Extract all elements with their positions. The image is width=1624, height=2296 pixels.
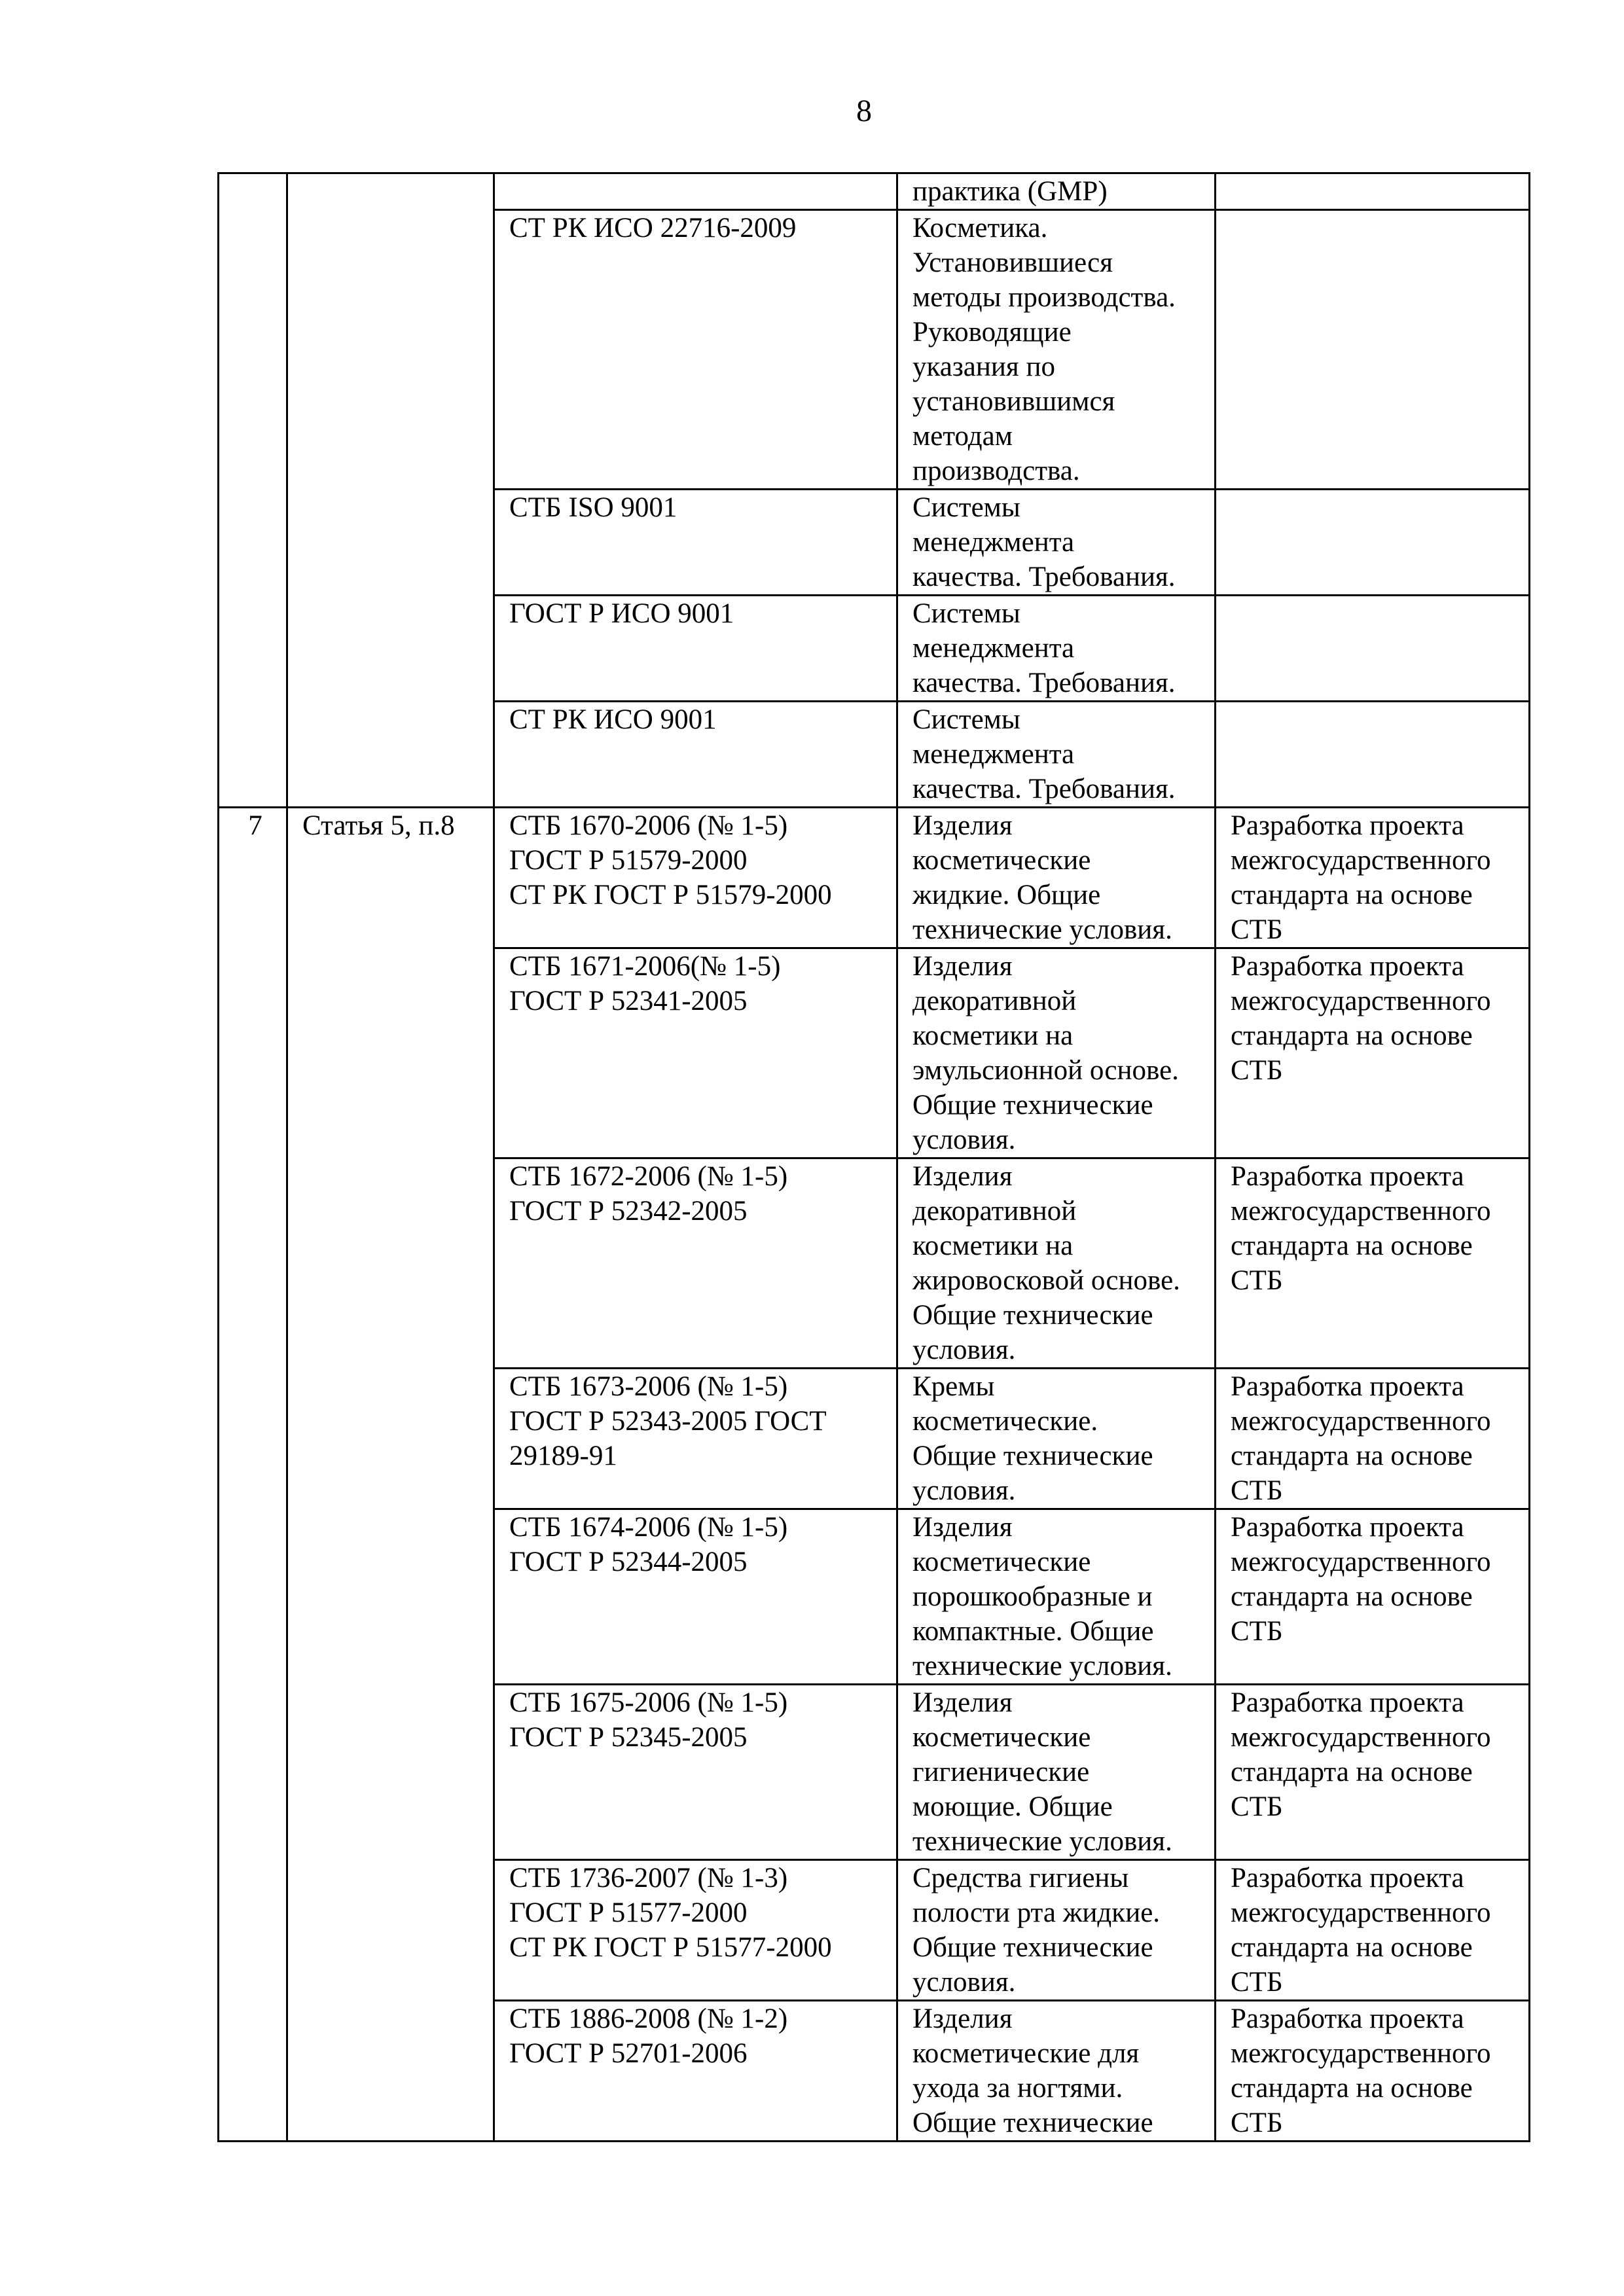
title-line: Общие технические <box>912 1441 1153 1471</box>
title-line: косметические <box>912 1547 1091 1577</box>
standard-cell <box>494 210 897 490</box>
standard-cell <box>494 1158 897 1369</box>
standard-line: СТБ 1736-2007 (№ 1-3) <box>509 1863 788 1893</box>
title-line: Общие технические <box>912 1300 1153 1331</box>
note-cell <box>1216 210 1530 490</box>
note-line: Разработка проекта <box>1231 810 1464 841</box>
title-line: качества. Требования. <box>912 774 1176 804</box>
title-line: декоративной <box>912 1196 1077 1227</box>
standard-line: СТБ 1672-2006 (№ 1-5) <box>509 1161 788 1192</box>
title-line: методы производства. <box>912 282 1176 313</box>
title-cell <box>897 1369 1216 1509</box>
note-line: стандарта на основе <box>1231 1441 1473 1471</box>
standard-line: ГОСТ Р 51579-2000 <box>509 845 748 876</box>
title-line: Средства гигиены <box>912 1863 1129 1893</box>
title-line: условия. <box>912 1335 1016 1365</box>
title-line: декоративной <box>912 986 1077 1016</box>
title-line: менеджмента <box>912 633 1075 664</box>
title-cell <box>897 490 1216 596</box>
title-line: моющие. Общие <box>912 1791 1113 1822</box>
note-line: межгосударственного <box>1231 1897 1491 1928</box>
note-cell <box>1216 1369 1530 1509</box>
note-cell <box>1216 1860 1530 2001</box>
title-line: косметические для <box>912 2038 1140 2069</box>
standard-line: ГОСТ Р 52341-2005 <box>509 986 748 1016</box>
standard-cell <box>494 1369 897 1509</box>
note-line: Разработка проекта <box>1231 951 1464 982</box>
note-line: межгосударственного <box>1231 1196 1491 1227</box>
note-cell <box>1216 1509 1530 1685</box>
note-line: Разработка проекта <box>1231 1161 1464 1192</box>
title-cell <box>897 948 1216 1158</box>
title-line: компактные. Общие <box>912 1616 1154 1647</box>
note-cell <box>1216 1158 1530 1369</box>
note-line: СТБ <box>1231 2108 1283 2138</box>
note-line: межгосударственного <box>1231 1406 1491 1437</box>
title-line: гигиенические <box>912 1757 1090 1787</box>
title-line: Изделия <box>912 1687 1013 1718</box>
standard-cell <box>494 948 897 1158</box>
note-line: стандарта на основе <box>1231 1757 1473 1787</box>
title-line: установившимся <box>912 386 1115 417</box>
title-line: косметические. <box>912 1406 1098 1437</box>
standard-line: СТ РК ГОСТ Р 51577-2000 <box>509 1932 832 1963</box>
standard-cell <box>494 596 897 702</box>
title-cell <box>897 1158 1216 1369</box>
title-line: Системы <box>912 598 1020 629</box>
title-line: Кремы <box>912 1371 995 1402</box>
standard-line: ГОСТ Р 52344-2005 <box>509 1547 748 1577</box>
note-cell <box>1216 1685 1530 1860</box>
standard-cell <box>494 1509 897 1685</box>
note-line: СТБ <box>1231 1055 1283 1086</box>
title-line: менеджмента <box>912 527 1075 558</box>
standard-line: СТБ 1671-2006(№ 1-5) <box>509 951 781 982</box>
title-line: полости рта жидкие. <box>912 1897 1161 1928</box>
title-line: Изделия <box>912 951 1013 982</box>
title-line: Изделия <box>912 1512 1013 1543</box>
standard-line: ГОСТ Р ИСО 9001 <box>509 598 734 629</box>
title-line: жидкие. Общие <box>912 880 1101 910</box>
title-cell <box>897 1685 1216 1860</box>
title-line: качества. Требования. <box>912 668 1176 698</box>
article-cell <box>287 808 494 2142</box>
note-line: СТБ <box>1231 1475 1283 1506</box>
note-line: межгосударственного <box>1231 1722 1491 1753</box>
note-line: межгосударственного <box>1231 986 1491 1016</box>
title-cell <box>897 702 1216 808</box>
note-line: СТБ <box>1231 1265 1283 1296</box>
title-cell <box>897 210 1216 490</box>
note-line: стандарта на основе <box>1231 880 1473 910</box>
article-cell <box>287 173 494 808</box>
title-line: практика (GMP) <box>912 176 1108 207</box>
note-line: стандарта на основе <box>1231 1230 1473 1261</box>
note-line: стандарта на основе <box>1231 1020 1473 1051</box>
note-line: СТБ <box>1231 914 1283 945</box>
standard-cell <box>494 702 897 808</box>
title-line: качества. Требования. <box>912 562 1176 592</box>
standard-line: СТБ 1674-2006 (№ 1-5) <box>509 1512 788 1543</box>
title-line: Общие технические <box>912 2108 1153 2138</box>
note-cell <box>1216 948 1530 1158</box>
table-row <box>219 173 1530 210</box>
standard-line: СТ РК ИСО 22716-2009 <box>509 213 797 243</box>
title-line: косметические <box>912 845 1091 876</box>
title-line: косметики на <box>912 1230 1074 1261</box>
page-number: 8 <box>856 94 872 128</box>
table-body <box>219 173 1530 2142</box>
title-line: Косметика. <box>912 213 1048 243</box>
title-line: условия. <box>912 1475 1016 1506</box>
note-line: стандарта на основе <box>1231 2073 1473 2104</box>
title-line: Установившиеся <box>912 247 1113 278</box>
standard-line: СТБ 1670-2006 (№ 1-5) <box>509 810 788 841</box>
standard-line: СТБ 1886-2008 (№ 1-2) <box>509 2003 788 2034</box>
note-line: стандарта на основе <box>1231 1581 1473 1612</box>
standard-cell <box>494 490 897 596</box>
title-line: Системы <box>912 704 1020 735</box>
standard-line: ГОСТ Р 52701-2006 <box>509 2038 748 2069</box>
note-line: межгосударственного <box>1231 1547 1491 1577</box>
standard-cell <box>494 1860 897 2001</box>
article-ref: Статья 5, п.8 <box>302 810 455 841</box>
title-line: порошкообразные и <box>912 1581 1153 1612</box>
standard-cell <box>494 2001 897 2142</box>
title-line: условия. <box>912 1967 1016 1998</box>
row-number-cell <box>219 173 287 808</box>
title-cell <box>897 1509 1216 1685</box>
title-line: Общие технические <box>912 1090 1153 1121</box>
title-line: Общие технические <box>912 1932 1153 1963</box>
title-line: косметики на <box>912 1020 1074 1051</box>
title-cell <box>897 808 1216 948</box>
note-line: СТБ <box>1231 1791 1283 1822</box>
standard-line: ГОСТ Р 51577-2000 <box>509 1897 748 1928</box>
title-line: технические условия. <box>912 1651 1172 1681</box>
title-line: ухода за ногтями. <box>912 2073 1123 2104</box>
note-cell <box>1216 808 1530 948</box>
note-cell <box>1216 702 1530 808</box>
standard-line: ГОСТ Р 52343-2005 ГОСТ <box>509 1406 827 1437</box>
standard-line: СТБ ISO 9001 <box>509 492 677 523</box>
standard-line: СТБ 1675-2006 (№ 1-5) <box>509 1687 788 1718</box>
title-line: жировосковой основе. <box>912 1265 1180 1296</box>
note-cell <box>1216 173 1530 210</box>
note-line: межгосударственного <box>1231 2038 1491 2069</box>
standard-line: 29189-91 <box>509 1441 617 1471</box>
title-line: технические условия. <box>912 1826 1172 1857</box>
title-cell <box>897 1860 1216 2001</box>
title-line: менеджмента <box>912 739 1075 770</box>
standard-line: СТ РК ГОСТ Р 51579-2000 <box>509 880 832 910</box>
title-line: эмульсионной основе. <box>912 1055 1179 1086</box>
title-line: условия. <box>912 1124 1016 1155</box>
row-number-cell <box>219 808 287 2142</box>
table-row <box>219 808 1530 948</box>
note-line: СТБ <box>1231 1967 1283 1998</box>
title-line: Изделия <box>912 810 1013 841</box>
standard-cell <box>494 808 897 948</box>
row-number: 7 <box>248 810 262 841</box>
note-line: стандарта на основе <box>1231 1932 1473 1963</box>
note-line: Разработка проекта <box>1231 1687 1464 1718</box>
title-line: производства. <box>912 456 1080 486</box>
title-line: указания по <box>912 351 1055 382</box>
title-line: методам <box>912 421 1013 452</box>
note-line: СТБ <box>1231 1616 1283 1647</box>
note-line: Разработка проекта <box>1231 2003 1464 2034</box>
standard-line: СТ РК ИСО 9001 <box>509 704 717 735</box>
note-cell <box>1216 596 1530 702</box>
standard-line: ГОСТ Р 52345-2005 <box>509 1722 748 1753</box>
note-line: Разработка проекта <box>1231 1863 1464 1893</box>
title-line: Изделия <box>912 2003 1013 2034</box>
title-cell <box>897 596 1216 702</box>
title-line: Системы <box>912 492 1020 523</box>
note-line: Разработка проекта <box>1231 1371 1464 1402</box>
title-cell <box>897 173 1216 210</box>
title-line: Изделия <box>912 1161 1013 1192</box>
note-cell <box>1216 490 1530 596</box>
standard-cell <box>494 173 897 210</box>
title-cell <box>897 2001 1216 2142</box>
note-line: Разработка проекта <box>1231 1512 1464 1543</box>
note-line: межгосударственного <box>1231 845 1491 876</box>
note-cell <box>1216 2001 1530 2142</box>
standard-line: СТБ 1673-2006 (№ 1-5) <box>509 1371 788 1402</box>
title-line: Руководящие <box>912 317 1072 348</box>
title-line: косметические <box>912 1722 1091 1753</box>
standards-table <box>217 172 1530 2142</box>
title-line: технические условия. <box>912 914 1172 945</box>
standard-line: ГОСТ Р 52342-2005 <box>509 1196 748 1227</box>
standard-cell <box>494 1685 897 1860</box>
